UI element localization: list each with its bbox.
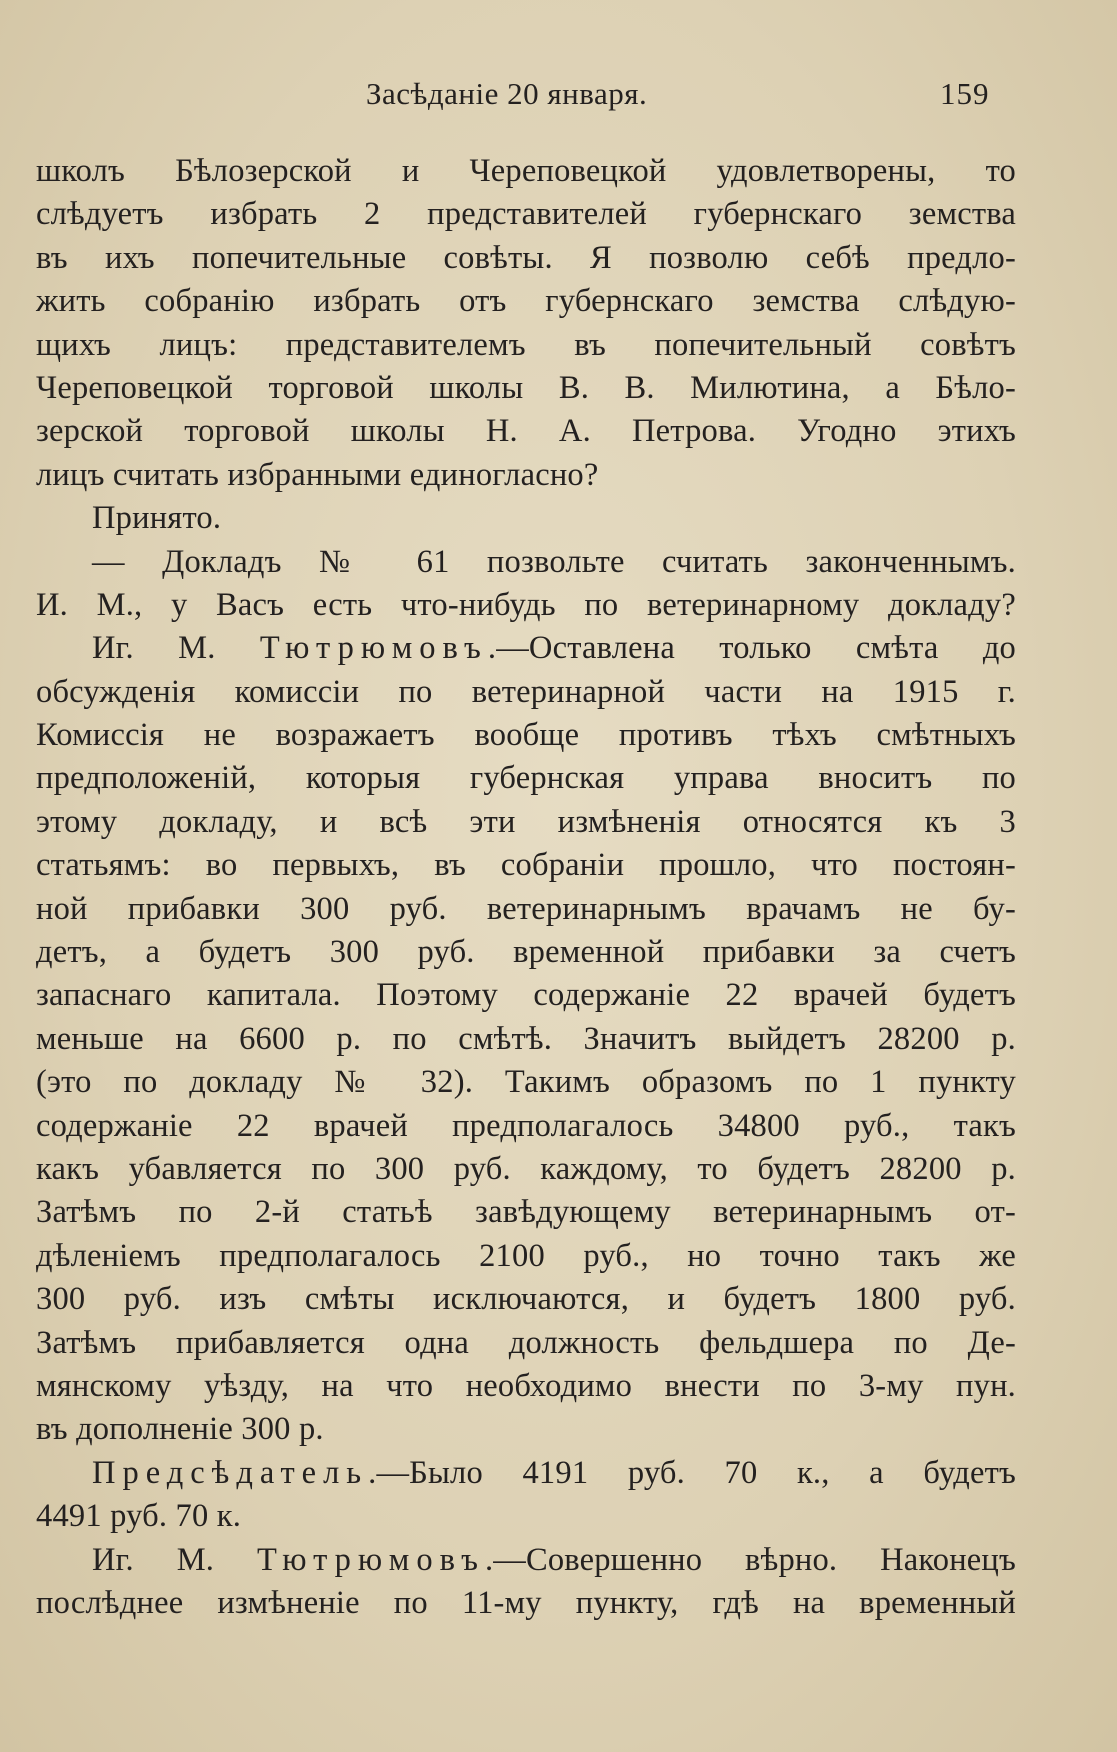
text-segment: жить собранію избрать отъ губернскаго земства слѣдую- [36, 283, 1016, 320]
text-segment: меньше на 6600 р. по смѣтѣ. Значитъ выйдетъ 28200 р. [36, 1020, 1016, 1057]
page-number: 159 [940, 76, 990, 111]
text-segment: зерской торговой школы Н. А. Петрова. Угодно этихъ [36, 413, 1016, 450]
text-segment: мянскому уѣзду, на что необходимо внести по 3-му пун. [36, 1367, 1016, 1404]
text-segment: 4491 руб. 70 к. [36, 1498, 242, 1535]
body-text [36, 150, 1016, 1625]
text-line [36, 324, 1016, 367]
text-line [36, 627, 1016, 670]
text-line [36, 1495, 1016, 1538]
text-line [36, 801, 1016, 844]
text-segment: — Докладъ № 61 позвольте считать законченнымъ. [92, 543, 1016, 580]
text-line [36, 367, 1016, 410]
text-line [36, 1278, 1016, 1321]
text-line [36, 541, 1016, 584]
text-line [36, 410, 1016, 453]
text-line [36, 714, 1016, 757]
text-segment: .—Совершенно вѣрно. Наконецъ [484, 1541, 1017, 1578]
text-line [36, 1018, 1016, 1061]
text-line [36, 280, 1016, 323]
text-line [36, 193, 1016, 236]
text-line [36, 454, 1016, 497]
text-line [36, 1452, 1016, 1495]
text-line [36, 1061, 1016, 1104]
text-line [36, 1408, 1016, 1451]
text-segment: запаснаго капитала. Поэтому содержаніе 22 врачей будетъ [36, 977, 1016, 1014]
text-segment: щихъ лицъ: представителемъ въ попечительный совѣтъ [36, 326, 1016, 363]
text-line [36, 1322, 1016, 1365]
text-line [36, 1191, 1016, 1234]
text-segment: послѣднее измѣненіе по 11-му пункту, гдѣ на временный [36, 1584, 1016, 1621]
text-line [36, 1539, 1016, 1582]
text-segment: И. М., у Васъ есть что-нибудь по ветеринарному докладу? [36, 586, 1016, 623]
text-segment: въ ихъ попечительные совѣты. Я позволю себѣ предло- [36, 239, 1016, 276]
text-line [36, 584, 1016, 627]
text-segment: Иг. М. [92, 1541, 257, 1578]
text-segment: дѣленіемъ предполагалось 2100 руб., но точно такъ же [36, 1237, 1016, 1274]
text-segment: ной прибавки 300 руб. ветеринарнымъ врачамъ не бу- [36, 890, 1016, 927]
speaker-name: Тютрюмовъ [259, 630, 488, 667]
text-segment: въ дополненіе 300 р. [36, 1411, 324, 1448]
text-segment: обсужденія комиссіи по ветеринарной части на 1915 г. [36, 673, 1016, 710]
text-segment: статьямъ: во первыхъ, въ собраніи прошло, что постоян- [36, 847, 1016, 884]
text-line [36, 888, 1016, 931]
running-title: Засѣданіе 20 января. [366, 76, 648, 111]
text-segment: .—Оставлена только смѣта до [487, 630, 1017, 667]
text-segment: детъ, а будетъ 300 руб. временной прибавки за счетъ [36, 934, 1016, 971]
text-segment: содержаніе 22 врачей предполагалось 34800 руб., такъ [36, 1107, 1016, 1144]
text-line [36, 1582, 1016, 1625]
text-line [36, 237, 1016, 280]
text-segment: слѣдуетъ избрать 2 представителей губернскаго земства [36, 196, 1016, 233]
text-segment: .—Было 4191 руб. 70 к., а будетъ [368, 1454, 1016, 1491]
text-segment: Затѣмъ прибавляется одна должность фельдшера по Де- [36, 1324, 1016, 1361]
text-line [36, 1365, 1016, 1408]
text-line [36, 757, 1016, 800]
text-segment: Комиссія не возражаетъ вообще противъ тѣхъ смѣтныхъ [36, 717, 1016, 754]
text-line [36, 974, 1016, 1017]
text-segment: Иг. М. [92, 630, 260, 667]
text-segment: (это по докладу № 32). Такимъ образомъ по 1 пункту [36, 1064, 1016, 1101]
text-segment: какъ убавляется по 300 руб. каждому, то будетъ 28200 р. [36, 1150, 1016, 1187]
text-segment: этому докладу, и всѣ эти измѣненія относятся къ 3 [36, 803, 1016, 840]
text-segment: предположеній, которыя губернская управа вноситъ по [36, 760, 1016, 797]
speaker-name: Тютрюмовъ [256, 1541, 485, 1578]
speaker-name: Предсѣдатель [92, 1454, 369, 1491]
text-segment: лицъ считать избранными единогласно? [36, 456, 599, 493]
text-segment: 300 руб. изъ смѣты исключаются, и будетъ 1800 руб. [36, 1281, 1016, 1318]
text-segment: Принято. [92, 500, 222, 537]
text-line [36, 671, 1016, 714]
text-line [36, 497, 1016, 540]
text-line [36, 1148, 1016, 1191]
text-segment: Череповецкой торговой школы В. В. Милютина, а Бѣло- [36, 369, 1016, 406]
text-segment: Затѣмъ по 2-й статьѣ завѣдующему ветеринарнымъ от- [36, 1194, 1016, 1231]
text-line [36, 844, 1016, 887]
page-header [0, 76, 1117, 122]
text-line [36, 931, 1016, 974]
text-segment: школъ Бѣлозерской и Череповецкой удовлетворены, то [36, 153, 1016, 189]
text-line [36, 1105, 1016, 1148]
text-line [36, 150, 1016, 193]
text-line [36, 1235, 1016, 1278]
